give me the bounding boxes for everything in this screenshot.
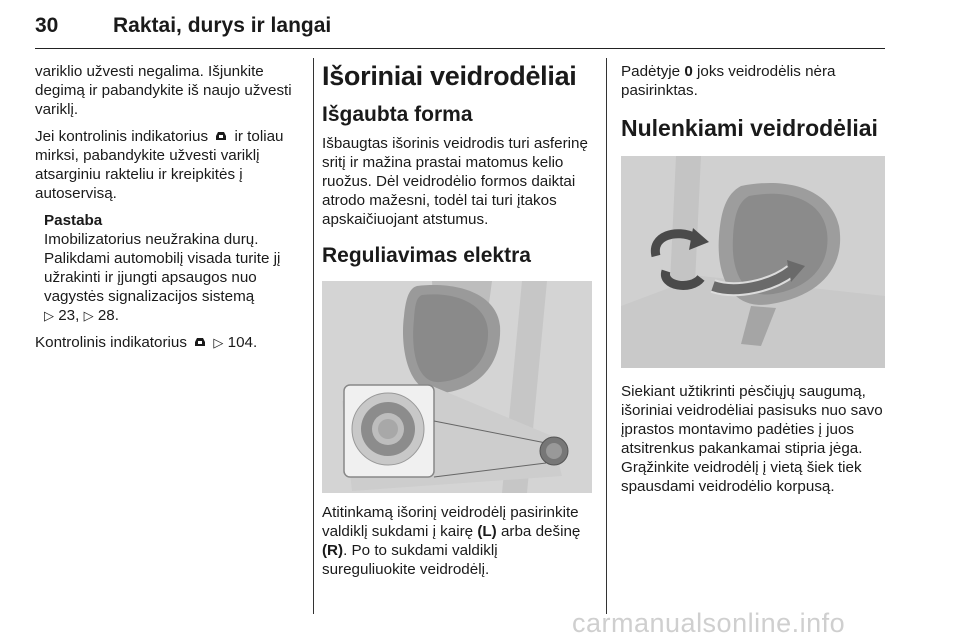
paragraph: variklio užvesti negalima. Išjunkite degimą ir pabandykite iš naujo užvesti variklį. xyxy=(35,63,292,118)
page-reference[interactable]: 23 xyxy=(58,307,76,324)
page-reference-icon: ▷ xyxy=(83,308,94,323)
column-divider xyxy=(606,58,607,614)
column-1 xyxy=(35,62,300,360)
section-title: Išoriniai veidrodėliai xyxy=(322,61,577,91)
page-header xyxy=(35,6,885,48)
subsection-heading: Reguliavimas elektra xyxy=(322,244,531,267)
page-number: 30 xyxy=(35,14,59,37)
note-text: Palikdami automobilį visada turite jį užrakinti ir įjungti apsaugos nuo vagystės signalizacijos sistemą ▷ 23, ▷ 28. xyxy=(44,250,281,324)
note xyxy=(44,211,300,325)
key-label: (R) xyxy=(322,542,344,559)
page-reference[interactable]: 28. xyxy=(97,307,119,324)
page-reference[interactable]: 104. xyxy=(227,334,258,351)
page-reference-icon: ▷ xyxy=(213,335,224,350)
paragraph: Jei kontrolinis indikatorius ir toliau mirksi, pabandykite užvesti variklį atsarginiu rakteliu ir kreipkitės į autoservisą. xyxy=(35,128,284,202)
header-rule xyxy=(35,48,885,49)
column-2 xyxy=(322,62,592,587)
page-reference-icon: ▷ xyxy=(44,308,54,323)
immobiliser-indicator-icon xyxy=(193,336,207,348)
mirror-control-illustration xyxy=(322,281,592,493)
subsection-heading: Išgaubta forma xyxy=(322,103,473,126)
column-3 xyxy=(621,62,887,504)
paragraph: Kontrolinis indikatorius ▷ 104. xyxy=(35,334,258,351)
immobiliser-indicator-icon xyxy=(214,130,228,142)
paragraph: Išbaugtas išorinis veidrodis turi asferinę sritį ir mažina prastai matomus kelio ruožus. Dėl veidrodėlio formos daiktai atrodo mažesni, todėl tai turi įtakos apskaičiuojant atstumus. xyxy=(322,135,588,228)
note-title: Pastaba xyxy=(44,212,103,229)
key-label: (L) xyxy=(477,523,497,540)
paragraph: Siekiant užtikrinti pėsčiųjų saugumą, išoriniai veidrodėliai pasisuks nuo savo įprastos montavimo padėties į juos atsitrenkus pakankamai stipria jėga. Grąžinkite veidrodėlį į vietą šiek tiek spausdami veidrodėlio korpusą. xyxy=(621,383,883,495)
position-label: 0 xyxy=(684,63,693,80)
note-text: Imobilizatorius neužrakina durų. xyxy=(44,231,259,248)
column-divider xyxy=(313,58,314,614)
paragraph: Atitinkamą išorinį veidrodėlį pasirinkite valdiklį sukdami į kairę (L) arba dešinę (R). Po to sukdami valdiklį sureguliuokite veidrodėlį. xyxy=(322,504,581,578)
paragraph: Padėtyje 0 joks veidrodėlis nėra pasirinktas. xyxy=(621,63,836,99)
running-title: Raktai, durys ir langai xyxy=(113,14,332,37)
watermark: carmanualsonline.info xyxy=(572,608,846,638)
section-heading: Nulenkiami veidrodėliai xyxy=(621,115,878,141)
folding-mirror-illustration xyxy=(621,156,885,368)
